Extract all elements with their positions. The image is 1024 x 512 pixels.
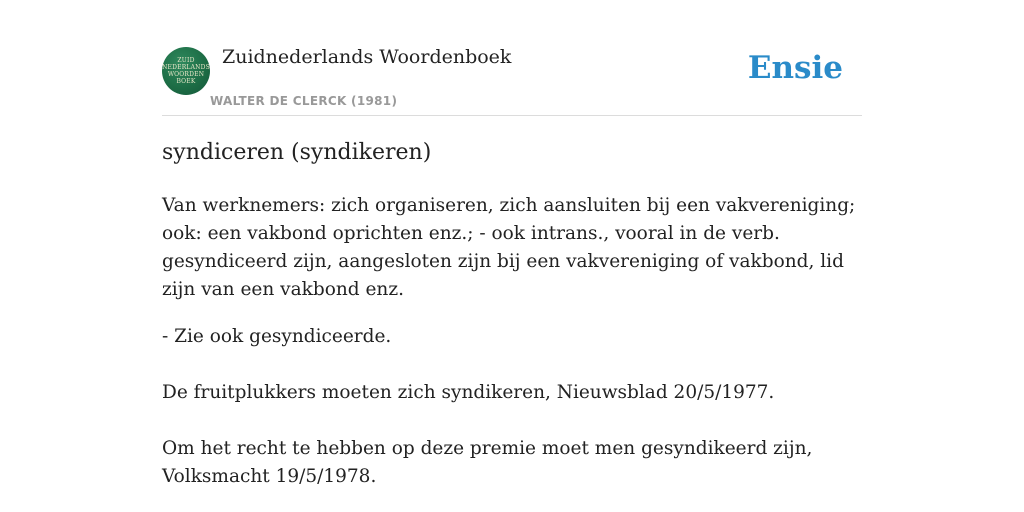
brand-logo-link[interactable]: Ensie — [747, 50, 843, 86]
entry-title: syndiceren (syndikeren) — [162, 140, 432, 165]
logo-line: ZUID — [177, 57, 195, 64]
book-title-link[interactable]: Zuidnederlands Woordenboek — [222, 46, 512, 68]
entry-example: Om het recht te hebben op deze premie moet men gesyndikeerd zijn, Volksmacht 19/5/1978. — [162, 438, 813, 487]
entry-example: De fruitplukkers moeten zich syndikeren, Nieuwsblad 20/5/1977. — [162, 382, 775, 403]
entry-definition: Van werknemers: zich organiseren, zich aansluiten bij een vakvereniging; ook: een vakbond oprichten enz.; - ook intrans., vooral in de verb. gesyndiceerd zijn, aangesloten zijn bij een vakvereniging of vakbond, lid zijn van een vakbond enz. — [162, 195, 856, 300]
logo-line: BOEK — [176, 78, 196, 85]
book-logo[interactable] — [162, 47, 210, 95]
header — [162, 0, 862, 116]
page-container — [162, 0, 862, 487]
spacer — [162, 351, 862, 379]
book-author: WALTER DE CLERCK (1981) — [210, 94, 398, 108]
logo-line: WOORDEN — [167, 71, 205, 78]
spacer — [162, 407, 862, 435]
entry-see-also: - Zie ook gesyndiceerde. — [162, 326, 392, 347]
logo-line: NEDERLANDS — [162, 64, 210, 71]
entry-content — [162, 192, 862, 491]
